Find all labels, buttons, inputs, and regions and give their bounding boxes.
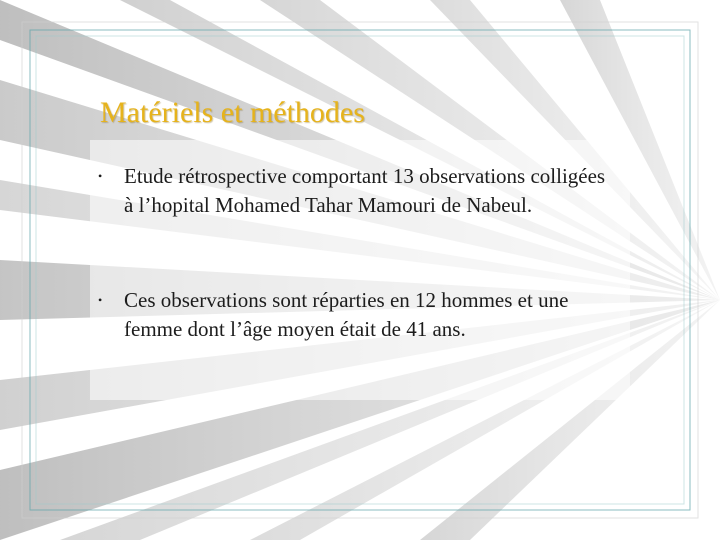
bullet-marker: •	[98, 169, 103, 183]
list-item	[98, 162, 618, 220]
bullet-text: Etude rétrospective comportant 13 observations colligées à l’hopital Mohamed Tahar Mamouri de Nabeul.	[124, 164, 606, 217]
bullet-text: Ces observations sont réparties en 12 hommes et une femme dont l’âge moyen était de 41 ans.	[124, 288, 569, 341]
bullet-marker: •	[98, 293, 103, 307]
slide-title: Matériels et méthodes	[100, 96, 365, 129]
bullet-list	[98, 162, 618, 344]
list-item	[98, 286, 618, 344]
